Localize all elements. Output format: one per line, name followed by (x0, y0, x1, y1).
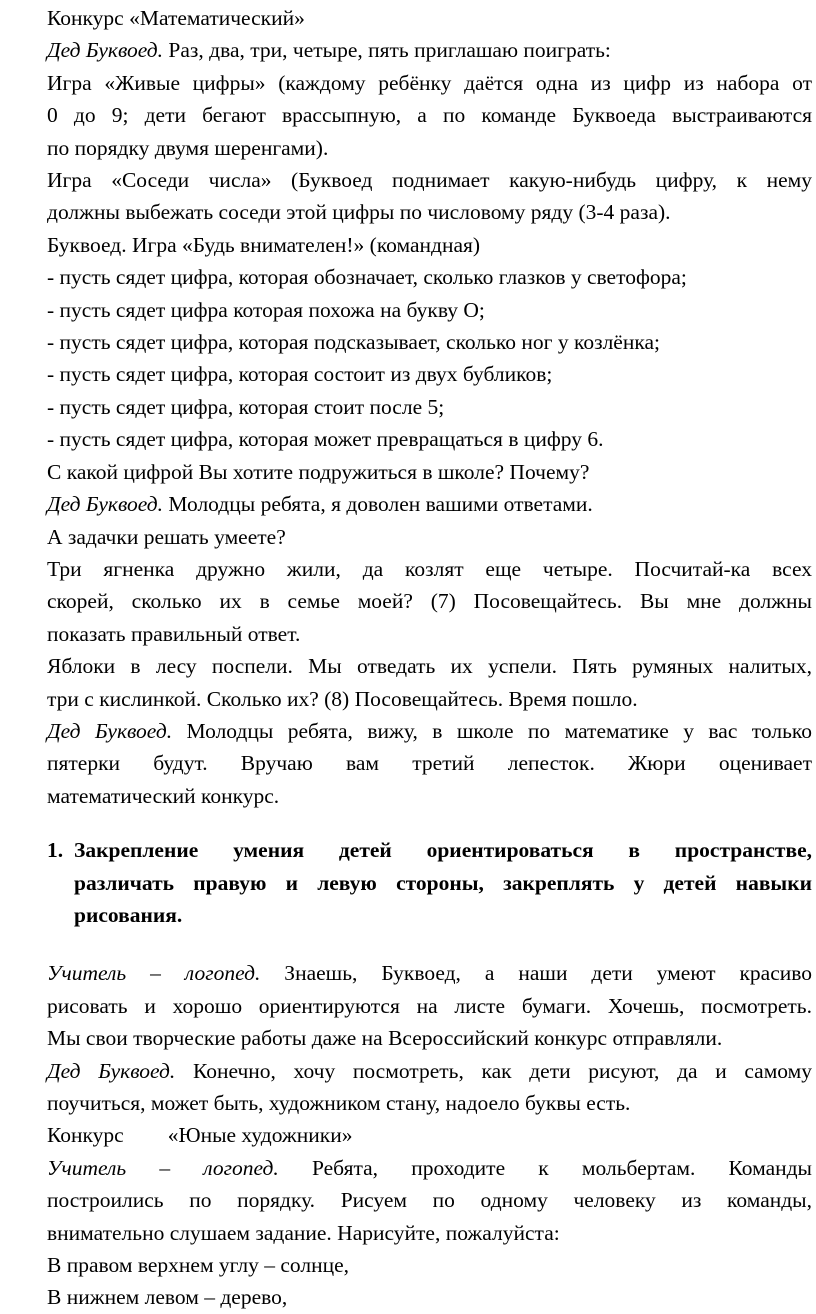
contest-label: Конкурс (47, 1123, 124, 1148)
text-line (47, 957, 812, 989)
speaker-label: Дед Буквоед. (47, 38, 164, 63)
list-item: - пусть сядет цифра, которая может превращаться в цифру 6. (47, 427, 604, 452)
paragraph-bukvoed-praise (47, 488, 812, 520)
heading-line: рисования. (74, 902, 183, 927)
text-line: Игра «Соседи числа» (Буквоед поднимает какую-нибудь цифру, к нему (47, 168, 812, 193)
paragraph-text: Ребята, проходите к мольбертам. Команды (311, 1155, 813, 1180)
paragraph-bukvoed-artist (47, 1055, 812, 1120)
paragraph-text: Конечно, хочу посмотреть, как дети рисуют, да и самому (192, 1058, 812, 1083)
text-line (47, 715, 812, 747)
text-line: рисовать и хорошо ориентируются на листе бумаги. Хочешь, посмотреть. (47, 993, 812, 1018)
text-line: по порядку двумя шеренгами). (47, 135, 329, 160)
riddle-lambs (47, 553, 812, 650)
text-line: поучиться, может быть, художником стану, надоело буквы есть. (47, 1091, 631, 1115)
paragraph-text: Знаешь, Буквоед, а наши дети умеют красиво (284, 961, 813, 986)
paragraph-text: Молодцы ребята, вижу, в школе по математике у вас только (186, 718, 813, 743)
speaker-label: Учитель – логопед. (47, 1155, 279, 1180)
text-line (47, 1055, 812, 1087)
text-line: построились по порядку. Рисуем по одному человеку из команды, (47, 1188, 812, 1213)
paragraph-live-digits (47, 67, 812, 164)
list-item: - пусть сядет цифра которая похожа на букву О; (47, 297, 485, 322)
speaker-label: Дед Буквоед. (47, 718, 173, 743)
list-item: - пусть сядет цифра, которая обозначает, сколько глазков у светофора; (47, 265, 687, 290)
text-line: математический конкурс. (47, 783, 280, 808)
paragraph-be-attentive: Буквоед. Игра «Будь внимателен!» (командная) (47, 232, 481, 257)
contest-name: «Юные художники» (167, 1123, 353, 1148)
text-line: три с кислинкой. Сколько их? (8) Посовещайтесь. Время пошло. (47, 686, 638, 711)
heading-text (74, 834, 812, 931)
paragraph-teacher-drawing (47, 957, 812, 1054)
text-line (47, 1152, 812, 1184)
paragraph-bukvoed-intro (47, 34, 812, 66)
paragraph-number-neighbors (47, 164, 812, 229)
paragraph-third-petal (47, 715, 812, 812)
text-line: пятерки будут. Вручаю вам третий лепесток. Жюри оценивает (47, 751, 812, 776)
heading-number: 1. (47, 838, 64, 863)
text-line: показать правильный ответ. (47, 621, 301, 646)
speaker-label: Дед Буквоед. (47, 492, 164, 517)
section-heading (47, 834, 812, 931)
text-line: Яблоки в лесу поспели. Мы отведать их успели. Пять румяных налитых, (47, 654, 812, 679)
task-list (47, 261, 812, 455)
paragraph-text: Молодцы ребята, я доволен вашими ответами. (168, 492, 593, 517)
riddle-apples (47, 650, 812, 715)
list-item: - пусть сядет цифра, которая подсказывает, сколько ног у козлёнка; (47, 330, 660, 355)
heading-line: Закрепление умения детей ориентироваться в пространстве, (74, 838, 812, 863)
text-line: Игра «Живые цифры» (каждому ребёнку даётся одна из цифр из набора от (47, 70, 812, 95)
text-line: Мы свои творческие работы даже на Всероссийский конкурс отправляли. (47, 1026, 723, 1051)
contest-math-title: Конкурс «Математический» (47, 6, 305, 30)
list-item: - пусть сядет цифра, которая состоит из двух бубликов; (47, 362, 553, 387)
question-school-digit: С какой цифрой Вы хотите подружиться в школе? Почему? (47, 459, 590, 484)
text-line: Три ягненка дружно жили, да козлят еще четыре. Посчитай-ка всех (47, 556, 812, 581)
instruction-tree: В нижнем левом – дерево, (47, 1285, 288, 1310)
list-item: - пусть сядет цифра, которая стоит после 5; (47, 394, 445, 419)
speaker-label: Учитель – логопед. (47, 961, 261, 986)
paragraph-text: Раз, два, три, четыре, пять приглашаю поиграть: (168, 38, 611, 63)
heading-line: различать правую и левую стороны, закреплять у детей навыки (74, 870, 812, 895)
text-line: скорей, сколько их в семье моей? (7) Посовещайтесь. Вы мне должны (47, 589, 812, 614)
contest-artists-title (47, 1119, 812, 1151)
text-line: 0 до 9; дети бегают врассыпную, а по команде Буквоеда выстраиваются (47, 103, 812, 128)
text-line: должны выбежать соседи этой цифры по числовому ряду (3-4 раза). (47, 200, 671, 225)
paragraph-teacher-easels (47, 1152, 812, 1249)
instruction-sun: В правом верхнем углу – солнце, (47, 1253, 350, 1278)
text-line: внимательно слушаем задание. Нарисуйте, пожалуйста: (47, 1220, 560, 1245)
question-tasks: А задачки решать умеете? (47, 524, 286, 549)
speaker-label: Дед Буквоед. (47, 1058, 176, 1083)
